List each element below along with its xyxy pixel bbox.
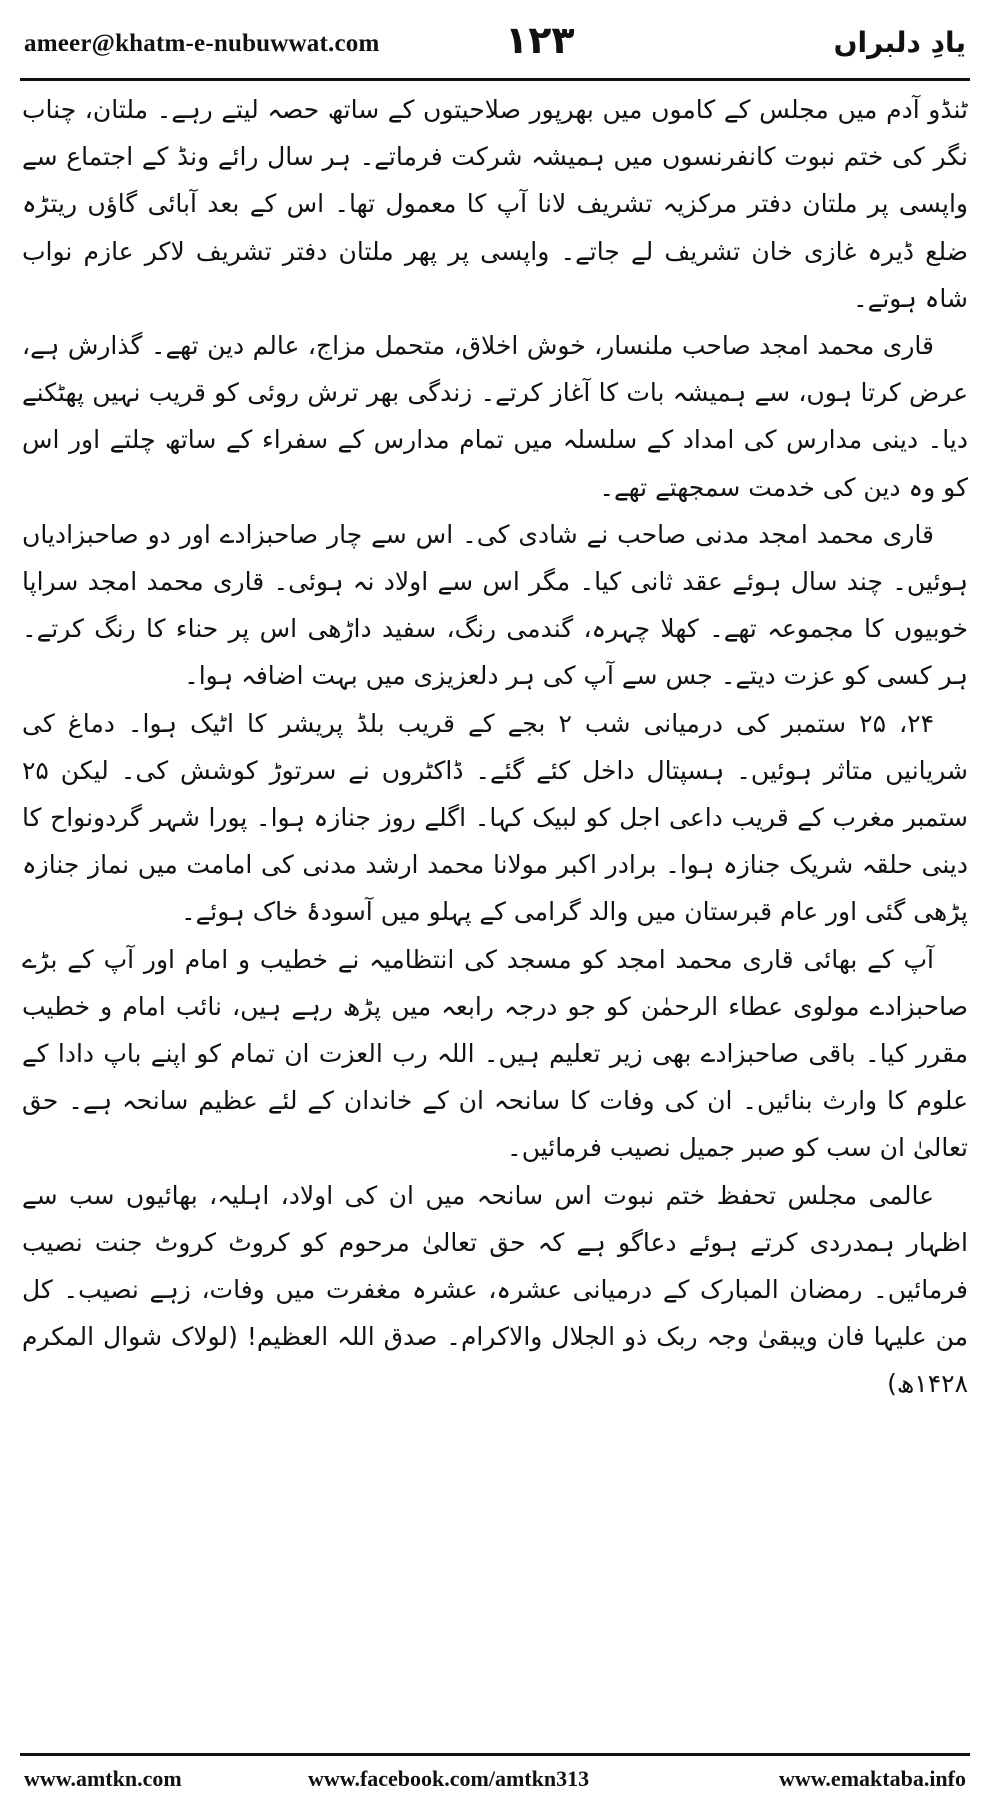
- header-divider: [20, 78, 970, 81]
- footer-link-amtkn[interactable]: www.amtkn.com: [24, 1766, 182, 1791]
- footer-link-facebook[interactable]: www.facebook.com/amtkn313: [308, 1766, 590, 1791]
- paragraph-2: قاری محمد امجد صاحب ملنسار، خوش اخلاق، متحمل مزاج، عالم دین تھے۔ گذارش ہے، عرض کرتا ہوں، سے ہمیشہ بات کا آغاز کرتے۔ زندگی بھر ترش روئی کو قریب نہیں پھٹکنے دیا۔ دینی مدارس کی امداد کے سلسلہ میں تمام مدارس کے سفراء کے ساتھ چلتے اور اس کو وہ دین کی خدمت سمجھتے تھے۔: [22, 331, 968, 502]
- header-email-link[interactable]: ameer@khatm-e-nubuwwat.com: [24, 30, 380, 57]
- book-title: یادِ دلبراں: [833, 26, 966, 59]
- paragraph-3: قاری محمد امجد مدنی صاحب نے شادی کی۔ اس سے چار صاحبزادے اور دو صاحبزادیاں ہوئیں۔ چند سال ہوئے عقد ثانی کیا۔ مگر اس سے اولاد نہ ہوئی۔ قاری محمد امجد سراپا خوبیوں کا مجموعہ تھے۔ کھلا چہرہ، گندمی رنگ، سفید داڑھی اس پر حناء کا رنگ کرتے۔ ہر کسی کو عزت دیتے۔ جس سے آپ کی ہر دلعزیزی میں بہت اضافہ ہوا۔: [22, 519, 968, 691]
- page-number: ۱۲۳: [505, 18, 575, 62]
- paragraph-4: ۲۴، ۲۵ ستمبر کی درمیانی شب ۲ بجے کے قریب بلڈ پریشر کا اٹیک ہوا۔ دماغ کی شریانیں متاثر ہوئیں۔ ہسپتال داخل کئے گئے۔ ڈاکٹروں نے سرتوڑ کوشش کی۔ لیکن ۲۵ ستمبر مغرب کے قریب داعی اجل کو لبیک کہا۔ اگلے روز جنازہ ہوا۔ پورا شہر گردونواح کا دینی حلقہ شریک جنازہ ہوا۔ برادر اکبر مولانا محمد ارشد مدنی کی امامت میں نماز جنازہ پڑھی گئی اور عام قبرستان میں والد گرامی کے پہلو میں آسودۂ خاک ہوئے۔: [22, 708, 968, 927]
- page-header: [20, 12, 970, 72]
- paragraph-1: ٹنڈو آدم میں مجلس کے کاموں میں بھرپور صلاحیتوں کے ساتھ حصہ لیتے رہے۔ ملتان، چناب نگر کی ختم نبوت کانفرنسوں میں ہمیشہ شرکت فرماتے۔ ہر سال رائے ونڈ کے اجتماع سے واپسی پر ملتان دفتر مرکزیہ تشریف لانا آپ کا معمول تھا۔ اس کے بعد آبائی گاؤں ریتڑہ ضلع ڈیرہ غازی خان تشریف لے جاتے۔ واپسی پر پھر ملتان دفتر تشریف لاکر عازم نواب شاہ ہوتے۔: [22, 95, 968, 313]
- paragraph-5: آپ کے بھائی قاری محمد امجد کو مسجد کی انتظامیہ نے خطیب و امام اور آپ کے بڑے صاحبزادے مولوی عطاء الرحمٰن کو جو درجہ رابعہ میں پڑھ رہے ہیں، نائب امام و خطیب مقرر کیا۔ باقی صاحبزادے بھی زیر تعلیم ہیں۔ اللہ رب العزت ان تمام کو اپنے باپ دادا کے علوم کا وارث بنائیں۔ ان کی وفات کا سانحہ ان کے خاندان کے لئے عظیم سانحہ ہے۔ حق تعالیٰ ان سب کو صبر جمیل نصیب فرمائیں۔: [22, 944, 968, 1163]
- footer-divider: [20, 1753, 970, 1756]
- page-footer: [20, 1766, 970, 1802]
- paragraph-6: عالمی مجلس تحفظ ختم نبوت اس سانحہ میں ان کی اولاد، اہلیہ، بھائیوں سب سے اظہار ہمدردی کرتے ہوئے دعاگو ہے کہ حق تعالیٰ مرحوم کو کروٹ کروٹ جنت نصیب فرمائیں۔ رمضان المبارک کے درمیانی عشرہ، عشرہ مغفرت میں وفات، زہے نصیب۔ کل من علیہا فان ویبقیٰ وجہ ربک ذو الجلال والاکرام۔ صدق اللہ العظیم! (لولاک شوال المکرم ۱۴۲۸ھ): [22, 1180, 968, 1399]
- footer-link-emaktaba[interactable]: www.emaktaba.info: [778, 1766, 966, 1791]
- page-body: [22, 86, 968, 1748]
